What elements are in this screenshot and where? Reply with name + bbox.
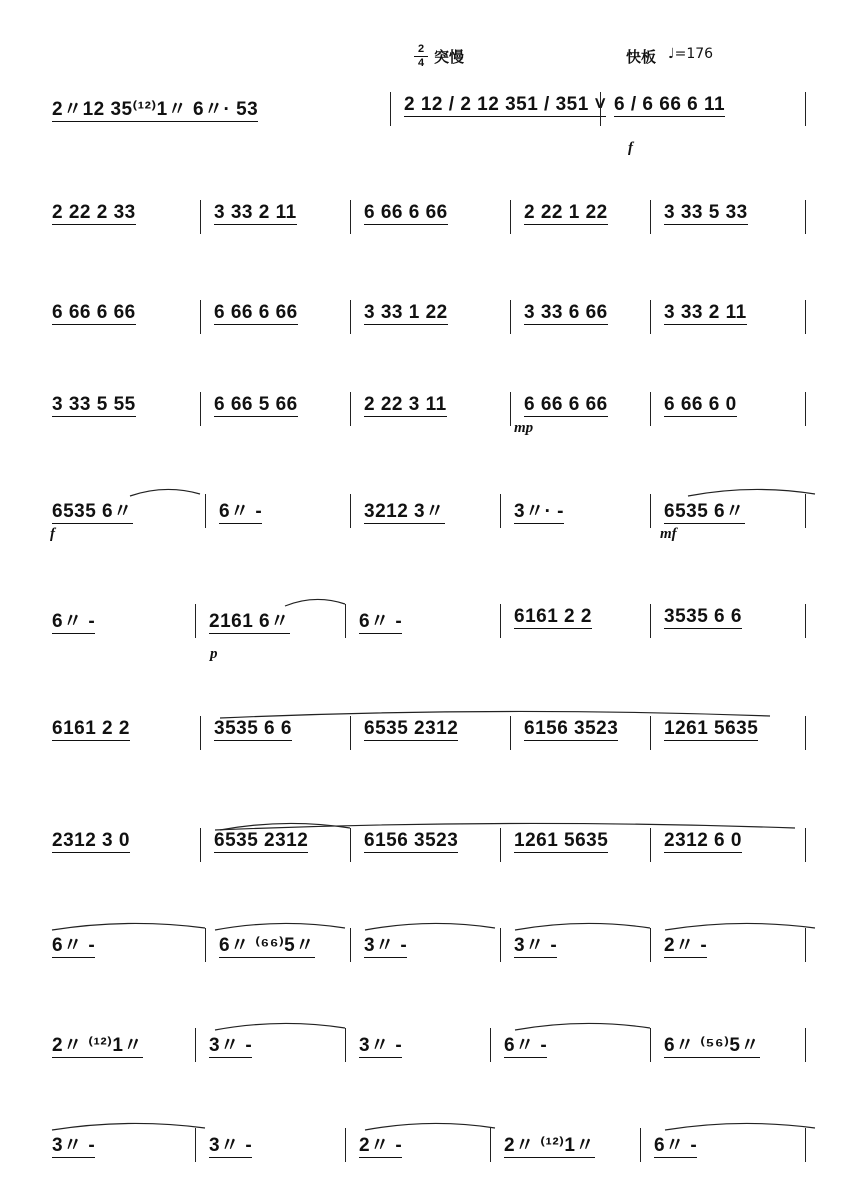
measure xyxy=(52,302,192,332)
score-row xyxy=(40,1018,820,1088)
measure xyxy=(364,496,492,526)
measure-notes: 2〃12 35⁽¹²⁾1〃 6〃· 53 xyxy=(52,99,259,120)
measure xyxy=(52,930,197,960)
barline xyxy=(640,1128,641,1162)
barline xyxy=(490,1128,491,1162)
barline xyxy=(600,92,601,126)
dynamic-marking: p xyxy=(210,646,218,662)
measure xyxy=(359,606,492,636)
measure xyxy=(654,1130,797,1160)
measure-notes: 6535 2312 xyxy=(364,718,459,739)
barline xyxy=(195,604,196,638)
measure-notes: 6〃 ⁽⁶⁶⁾5〃 xyxy=(219,935,315,956)
measure xyxy=(219,930,342,960)
measure-notes: 3212 3〃 xyxy=(364,501,445,522)
barline xyxy=(510,716,511,750)
barline xyxy=(205,494,206,528)
barline xyxy=(200,200,201,234)
measure-notes: 3 33 6 66 xyxy=(524,302,608,323)
score-row xyxy=(40,190,820,260)
barline xyxy=(650,300,651,334)
measure-notes: 6161 2 2 xyxy=(514,606,592,627)
measure-notes: 6 66 6 66 xyxy=(364,202,448,223)
barline xyxy=(805,1128,806,1162)
barline xyxy=(350,392,351,426)
measure-notes: 3〃· - xyxy=(514,501,565,522)
barline xyxy=(390,92,391,126)
measure xyxy=(209,606,337,636)
dynamic-marking: mf xyxy=(660,526,677,542)
measure xyxy=(52,202,192,232)
measure xyxy=(524,718,642,748)
measure xyxy=(404,94,607,124)
barline xyxy=(510,392,511,426)
measure-notes: 2161 6〃 xyxy=(209,611,290,632)
measure xyxy=(364,202,502,232)
measure xyxy=(514,606,642,636)
barline xyxy=(200,392,201,426)
measure-notes: 2 22 2 33 xyxy=(52,202,136,223)
measure-notes: 2 22 3 11 xyxy=(364,394,447,415)
measure xyxy=(214,830,342,860)
tempo-marking: ♩=176 xyxy=(668,46,714,62)
time-signature-top: 2 xyxy=(417,43,425,55)
measure-notes: 1261 5635 xyxy=(664,718,759,739)
barline xyxy=(345,604,346,638)
barline xyxy=(650,604,651,638)
dynamic-marking: f xyxy=(628,140,633,156)
barline xyxy=(650,828,651,862)
barline xyxy=(650,1028,651,1062)
measure-notes: 6161 2 2 xyxy=(52,718,130,739)
time-signature-bottom: 4 xyxy=(417,57,425,69)
measure xyxy=(664,930,797,960)
measure-notes: 3 33 5 33 xyxy=(664,202,748,223)
barline xyxy=(510,300,511,334)
score-row xyxy=(40,484,820,554)
measure-notes: 2312 6 0 xyxy=(664,830,742,851)
measure xyxy=(214,394,342,424)
barline xyxy=(345,1028,346,1062)
barline xyxy=(350,200,351,234)
barline xyxy=(805,392,806,426)
measure xyxy=(364,302,502,332)
measure xyxy=(214,302,342,332)
measure-notes: 3〃 - xyxy=(514,935,558,956)
dynamic-marking: f xyxy=(50,526,55,542)
measure-notes: 3〃 - xyxy=(364,935,408,956)
measure-notes: 3 33 1 22 xyxy=(364,302,448,323)
measure xyxy=(504,1030,642,1060)
measure xyxy=(52,394,192,424)
barline xyxy=(500,828,501,862)
measure xyxy=(52,94,382,124)
section-label-fast: 快板 xyxy=(626,48,657,66)
barline xyxy=(200,828,201,862)
measure xyxy=(614,94,797,124)
measure-notes: 2〃 - xyxy=(664,935,708,956)
measure-notes: 3 33 2 11 xyxy=(214,202,297,223)
barline xyxy=(510,200,511,234)
measure-notes: 2〃 ⁽¹²⁾1〃 xyxy=(52,1035,143,1056)
measure-notes: 6 66 5 66 xyxy=(214,394,298,415)
measure xyxy=(664,830,797,860)
measure-notes: 3〃 - xyxy=(52,1135,96,1156)
measure xyxy=(664,302,797,332)
measure xyxy=(524,302,642,332)
measure-notes: 6〃 - xyxy=(654,1135,698,1156)
barline xyxy=(500,604,501,638)
barline xyxy=(650,200,651,234)
measure-notes: 3535 6 6 xyxy=(214,718,292,739)
measure xyxy=(524,202,642,232)
measure xyxy=(664,718,797,748)
measure xyxy=(664,606,797,636)
measure-notes: 2〃 ⁽¹²⁾1〃 xyxy=(504,1135,595,1156)
barline xyxy=(805,92,806,126)
barline xyxy=(350,716,351,750)
measure xyxy=(514,830,642,860)
measure-notes: 6〃 - xyxy=(219,501,263,522)
measure xyxy=(664,1030,797,1060)
barline xyxy=(805,494,806,528)
section-label-slow: 突慢 xyxy=(434,48,465,66)
measure-notes: 2312 3 0 xyxy=(52,830,130,851)
measure-notes: 6 66 6 0 xyxy=(664,394,737,415)
barline xyxy=(350,928,351,962)
barline xyxy=(650,494,651,528)
measure-notes: 3〃 - xyxy=(209,1135,253,1156)
measure xyxy=(664,202,797,232)
measure-notes: 3 33 5 55 xyxy=(52,394,136,415)
measure-notes: 6156 3523 xyxy=(364,830,459,851)
barline xyxy=(195,1128,196,1162)
measure-notes: 6〃 - xyxy=(504,1035,548,1056)
measure-notes: 6535 2312 xyxy=(214,830,309,851)
measure-notes: 6156 3523 xyxy=(524,718,619,739)
measure xyxy=(364,394,502,424)
measure-notes: 6 / 6 66 6 11 xyxy=(614,94,726,115)
measure xyxy=(52,1030,187,1060)
measure-notes: 2〃 - xyxy=(359,1135,403,1156)
measure xyxy=(514,496,642,526)
barline xyxy=(200,300,201,334)
measure-notes: 2 12 / 2 12 351 / 351 ˅ xyxy=(404,94,607,115)
barline xyxy=(650,716,651,750)
measure xyxy=(364,830,492,860)
barline xyxy=(490,1028,491,1062)
measure-notes: 6 66 6 66 xyxy=(52,302,136,323)
score-row xyxy=(40,918,820,988)
measure xyxy=(52,718,192,748)
measure xyxy=(664,394,797,424)
barline xyxy=(805,604,806,638)
measure-notes: 2 22 1 22 xyxy=(524,202,608,223)
barline xyxy=(195,1028,196,1062)
barline xyxy=(805,300,806,334)
measure-notes: 3〃 - xyxy=(359,1035,403,1056)
barline xyxy=(350,300,351,334)
measure xyxy=(209,1130,337,1160)
measure-notes: 6〃 - xyxy=(52,935,96,956)
score-row xyxy=(40,382,820,452)
barline xyxy=(805,1028,806,1062)
measure xyxy=(364,718,502,748)
barline xyxy=(650,928,651,962)
score-row xyxy=(40,706,820,776)
measure xyxy=(364,930,492,960)
measure-notes: 6〃 ⁽⁵⁶⁾5〃 xyxy=(664,1035,760,1056)
measure-notes: 6535 6〃 xyxy=(52,501,133,522)
measure-notes: 6535 6〃 xyxy=(664,501,745,522)
measure-notes: 1261 5635 xyxy=(514,830,609,851)
measure xyxy=(664,496,797,526)
measure-notes: 6 66 6 66 xyxy=(214,302,298,323)
measure-notes: 6 66 6 66 xyxy=(524,394,608,415)
measure xyxy=(52,496,197,526)
score-row xyxy=(40,594,820,664)
measure xyxy=(52,830,192,860)
measure xyxy=(219,496,342,526)
measure xyxy=(514,930,642,960)
measure-notes: 6〃 - xyxy=(52,611,96,632)
measure xyxy=(214,202,342,232)
score-row xyxy=(40,290,820,360)
barline xyxy=(200,716,201,750)
barline xyxy=(805,928,806,962)
measure xyxy=(504,1130,632,1160)
barline xyxy=(805,200,806,234)
barline xyxy=(205,928,206,962)
time-signature xyxy=(414,44,428,69)
measure xyxy=(524,394,642,424)
measure-notes: 6〃 - xyxy=(359,611,403,632)
barline xyxy=(650,392,651,426)
measure xyxy=(359,1030,482,1060)
score-row xyxy=(40,1118,820,1188)
measure xyxy=(209,1030,337,1060)
score-row xyxy=(40,818,820,888)
barline xyxy=(500,928,501,962)
barline xyxy=(805,828,806,862)
measure-notes: 3〃 - xyxy=(209,1035,253,1056)
barline xyxy=(500,494,501,528)
dynamic-marking: mp xyxy=(514,420,534,436)
measure-notes: 3 33 2 11 xyxy=(664,302,747,323)
score-row xyxy=(40,82,820,156)
measure-notes: 3535 6 6 xyxy=(664,606,742,627)
measure xyxy=(214,718,342,748)
barline xyxy=(350,494,351,528)
barline xyxy=(805,716,806,750)
barline xyxy=(345,1128,346,1162)
measure xyxy=(52,1130,187,1160)
barline xyxy=(350,828,351,862)
measure xyxy=(52,606,187,636)
measure xyxy=(359,1130,482,1160)
